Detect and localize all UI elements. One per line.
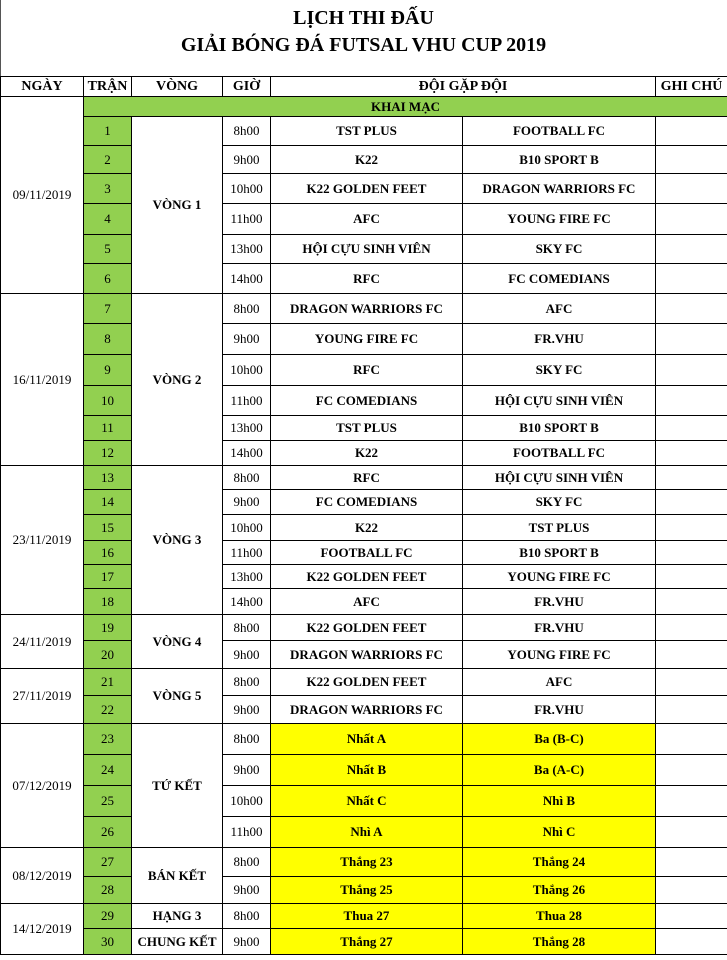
away-team: Nhì B xyxy=(463,786,656,817)
kickoff-time: 8h00 xyxy=(223,724,271,755)
home-team: DRAGON WARRIORS FC xyxy=(271,696,463,724)
note-cell xyxy=(656,117,727,146)
header-match: TRẬN xyxy=(84,77,132,97)
away-team: FR.VHU xyxy=(463,696,656,724)
match-number: 16 xyxy=(84,541,132,565)
away-team: Thắng 26 xyxy=(463,877,656,904)
home-team: Thắng 25 xyxy=(271,877,463,904)
kickoff-time: 11h00 xyxy=(223,204,271,235)
away-team: YOUNG FIRE FC xyxy=(463,204,656,235)
kickoff-time: 13h00 xyxy=(223,235,271,264)
match-row xyxy=(1,724,727,755)
match-row xyxy=(1,904,727,929)
match-number: 29 xyxy=(84,904,132,929)
note-cell xyxy=(656,324,727,355)
kickoff-time: 9h00 xyxy=(223,929,271,955)
match-row xyxy=(1,174,727,204)
match-number: 7 xyxy=(84,294,132,324)
round-name: BÁN KẾT xyxy=(132,848,223,904)
note-cell xyxy=(656,724,727,755)
note-cell xyxy=(656,174,727,204)
match-date: 08/12/2019 xyxy=(1,848,84,904)
round-name: VÒNG 2 xyxy=(132,294,223,466)
away-team: AFC xyxy=(463,294,656,324)
round-name: HẠNG 3 xyxy=(132,904,223,929)
schedule-body xyxy=(1,97,727,955)
note-cell xyxy=(656,669,727,696)
home-team: TST PLUS xyxy=(271,416,463,441)
match-number: 24 xyxy=(84,755,132,786)
match-number: 30 xyxy=(84,929,132,955)
round-name: VÒNG 1 xyxy=(132,117,223,294)
header-row xyxy=(1,77,727,97)
match-number: 18 xyxy=(84,589,132,615)
round-name: VÒNG 4 xyxy=(132,615,223,669)
home-team: Nhất C xyxy=(271,786,463,817)
away-team: YOUNG FIRE FC xyxy=(463,565,656,589)
note-cell xyxy=(656,696,727,724)
away-team: Thua 28 xyxy=(463,904,656,929)
home-team: YOUNG FIRE FC xyxy=(271,324,463,355)
match-row xyxy=(1,355,727,386)
match-number: 5 xyxy=(84,235,132,264)
home-team: Nhì A xyxy=(271,817,463,848)
match-number: 20 xyxy=(84,641,132,669)
match-row xyxy=(1,669,727,696)
match-date: 07/12/2019 xyxy=(1,724,84,848)
kickoff-time: 9h00 xyxy=(223,490,271,515)
away-team: FR.VHU xyxy=(463,589,656,615)
match-number: 9 xyxy=(84,355,132,386)
round-name: VÒNG 5 xyxy=(132,669,223,724)
schedule-table xyxy=(0,76,727,955)
match-number: 26 xyxy=(84,817,132,848)
note-cell xyxy=(656,294,727,324)
away-team: Thắng 28 xyxy=(463,929,656,955)
match-row xyxy=(1,204,727,235)
note-cell xyxy=(656,848,727,877)
away-team: Nhì C xyxy=(463,817,656,848)
away-team: FC COMEDIANS xyxy=(463,264,656,294)
away-team: AFC xyxy=(463,669,656,696)
kickoff-time: 8h00 xyxy=(223,615,271,641)
away-team: HỘI CỰU SINH VIÊN xyxy=(463,386,656,416)
kickoff-time: 10h00 xyxy=(223,355,271,386)
match-number: 17 xyxy=(84,565,132,589)
home-team: Thắng 23 xyxy=(271,848,463,877)
away-team: TST PLUS xyxy=(463,515,656,541)
match-number: 23 xyxy=(84,724,132,755)
header-note: GHI CHÚ xyxy=(656,77,727,97)
home-team: Thắng 27 xyxy=(271,929,463,955)
away-team: Thắng 24 xyxy=(463,848,656,877)
match-row xyxy=(1,235,727,264)
match-number: 4 xyxy=(84,204,132,235)
home-team: RFC xyxy=(271,355,463,386)
home-team: FC COMEDIANS xyxy=(271,490,463,515)
home-team: Nhất B xyxy=(271,755,463,786)
match-date: 16/11/2019 xyxy=(1,294,84,466)
header-time: GIỜ xyxy=(223,77,271,97)
note-cell xyxy=(656,386,727,416)
home-team: HỘI CỰU SINH VIÊN xyxy=(271,235,463,264)
home-team: DRAGON WARRIORS FC xyxy=(271,641,463,669)
kickoff-time: 8h00 xyxy=(223,466,271,490)
match-number: 21 xyxy=(84,669,132,696)
match-date: 23/11/2019 xyxy=(1,466,84,615)
match-number: 6 xyxy=(84,264,132,294)
home-team: K22 xyxy=(271,146,463,174)
away-team: B10 SPORT B xyxy=(463,146,656,174)
kickoff-time: 8h00 xyxy=(223,117,271,146)
match-row xyxy=(1,696,727,724)
note-cell xyxy=(656,929,727,955)
home-team: RFC xyxy=(271,466,463,490)
match-row xyxy=(1,117,727,146)
kickoff-time: 9h00 xyxy=(223,146,271,174)
note-cell xyxy=(656,515,727,541)
note-cell xyxy=(656,817,727,848)
home-team: FOOTBALL FC xyxy=(271,541,463,565)
page-title: LỊCH THI ĐẤU xyxy=(293,7,434,29)
match-number: 19 xyxy=(84,615,132,641)
kickoff-time: 11h00 xyxy=(223,541,271,565)
match-number: 25 xyxy=(84,786,132,817)
home-team: Nhất A xyxy=(271,724,463,755)
round-name: VÒNG 3 xyxy=(132,466,223,615)
kickoff-time: 8h00 xyxy=(223,294,271,324)
kickoff-time: 14h00 xyxy=(223,589,271,615)
home-team: AFC xyxy=(271,589,463,615)
away-team: Ba (A-C) xyxy=(463,755,656,786)
match-row xyxy=(1,848,727,877)
away-team: B10 SPORT B xyxy=(463,416,656,441)
match-number: 28 xyxy=(84,877,132,904)
kickoff-time: 9h00 xyxy=(223,755,271,786)
away-team: B10 SPORT B xyxy=(463,541,656,565)
note-cell xyxy=(656,755,727,786)
note-cell xyxy=(656,466,727,490)
match-number: 8 xyxy=(84,324,132,355)
match-row xyxy=(1,615,727,641)
match-row xyxy=(1,877,727,904)
note-cell xyxy=(656,146,727,174)
note-cell xyxy=(656,264,727,294)
home-team: K22 GOLDEN FEET xyxy=(271,669,463,696)
note-cell xyxy=(656,204,727,235)
note-cell xyxy=(656,641,727,669)
away-team: SKY FC xyxy=(463,235,656,264)
match-number: 14 xyxy=(84,490,132,515)
note-cell xyxy=(656,441,727,466)
kickoff-time: 10h00 xyxy=(223,174,271,204)
match-row xyxy=(1,541,727,565)
home-team: K22 GOLDEN FEET xyxy=(271,615,463,641)
match-number: 13 xyxy=(84,466,132,490)
home-team: K22 GOLDEN FEET xyxy=(271,565,463,589)
kickoff-time: 8h00 xyxy=(223,904,271,929)
match-number: 22 xyxy=(84,696,132,724)
home-team: K22 GOLDEN FEET xyxy=(271,174,463,204)
match-row xyxy=(1,929,727,955)
kickoff-time: 10h00 xyxy=(223,515,271,541)
match-number: 15 xyxy=(84,515,132,541)
home-team: FC COMEDIANS xyxy=(271,386,463,416)
header-round: VÒNG xyxy=(132,77,223,97)
kickoff-time: 9h00 xyxy=(223,696,271,724)
away-team: SKY FC xyxy=(463,355,656,386)
home-team: K22 xyxy=(271,515,463,541)
match-row xyxy=(1,490,727,515)
kickoff-time: 13h00 xyxy=(223,565,271,589)
away-team: FR.VHU xyxy=(463,615,656,641)
note-cell xyxy=(656,355,727,386)
round-name: TỨ KẾT xyxy=(132,724,223,848)
kickoff-time: 14h00 xyxy=(223,264,271,294)
home-team: RFC xyxy=(271,264,463,294)
match-row xyxy=(1,817,727,848)
home-team: AFC xyxy=(271,204,463,235)
note-cell xyxy=(656,904,727,929)
away-team: FR.VHU xyxy=(463,324,656,355)
note-cell xyxy=(656,235,727,264)
match-number: 11 xyxy=(84,416,132,441)
note-cell xyxy=(656,565,727,589)
match-row xyxy=(1,466,727,490)
kickoff-time: 11h00 xyxy=(223,386,271,416)
kickoff-time: 8h00 xyxy=(223,669,271,696)
kickoff-time: 9h00 xyxy=(223,641,271,669)
round-name: CHUNG KẾT xyxy=(132,929,223,955)
match-date: 24/11/2019 xyxy=(1,615,84,669)
match-row xyxy=(1,441,727,466)
match-row xyxy=(1,146,727,174)
match-row xyxy=(1,565,727,589)
home-team: DRAGON WARRIORS FC xyxy=(271,294,463,324)
match-row xyxy=(1,416,727,441)
kickoff-time: 10h00 xyxy=(223,786,271,817)
note-cell xyxy=(656,589,727,615)
note-cell xyxy=(656,416,727,441)
page-subtitle: GIẢI BÓNG ĐÁ FUTSAL VHU CUP 2019 xyxy=(180,34,547,56)
match-row xyxy=(1,755,727,786)
away-team: DRAGON WARRIORS FC xyxy=(463,174,656,204)
away-team: FOOTBALL FC xyxy=(463,441,656,466)
opening-row xyxy=(1,97,727,117)
match-row xyxy=(1,294,727,324)
match-number: 10 xyxy=(84,386,132,416)
match-date: 09/11/2019 xyxy=(1,97,84,294)
kickoff-time: 11h00 xyxy=(223,817,271,848)
header-fixture: ĐỘI GẶP ĐỘI xyxy=(271,77,656,97)
note-cell xyxy=(656,541,727,565)
match-row xyxy=(1,515,727,541)
match-number: 1 xyxy=(84,117,132,146)
match-row xyxy=(1,264,727,294)
match-row xyxy=(1,324,727,355)
note-cell xyxy=(656,877,727,904)
opening-ceremony-label: KHAI MẠC xyxy=(84,97,727,117)
match-row xyxy=(1,786,727,817)
kickoff-time: 13h00 xyxy=(223,416,271,441)
away-team: FOOTBALL FC xyxy=(463,117,656,146)
match-date: 27/11/2019 xyxy=(1,669,84,724)
match-row xyxy=(1,641,727,669)
kickoff-time: 14h00 xyxy=(223,441,271,466)
kickoff-time: 9h00 xyxy=(223,877,271,904)
match-number: 27 xyxy=(84,848,132,877)
match-row xyxy=(1,589,727,615)
header-date: NGÀY xyxy=(1,77,84,97)
match-number: 3 xyxy=(84,174,132,204)
kickoff-time: 8h00 xyxy=(223,848,271,877)
away-team: SKY FC xyxy=(463,490,656,515)
match-number: 12 xyxy=(84,441,132,466)
home-team: Thua 27 xyxy=(271,904,463,929)
note-cell xyxy=(656,786,727,817)
away-team: Ba (B-C) xyxy=(463,724,656,755)
home-team: TST PLUS xyxy=(271,117,463,146)
away-team: YOUNG FIRE FC xyxy=(463,641,656,669)
note-cell xyxy=(656,490,727,515)
away-team: HỘI CỰU SINH VIÊN xyxy=(463,466,656,490)
kickoff-time: 9h00 xyxy=(223,324,271,355)
home-team: K22 xyxy=(271,441,463,466)
match-row xyxy=(1,386,727,416)
match-date: 14/12/2019 xyxy=(1,904,84,955)
match-number: 2 xyxy=(84,146,132,174)
note-cell xyxy=(656,615,727,641)
